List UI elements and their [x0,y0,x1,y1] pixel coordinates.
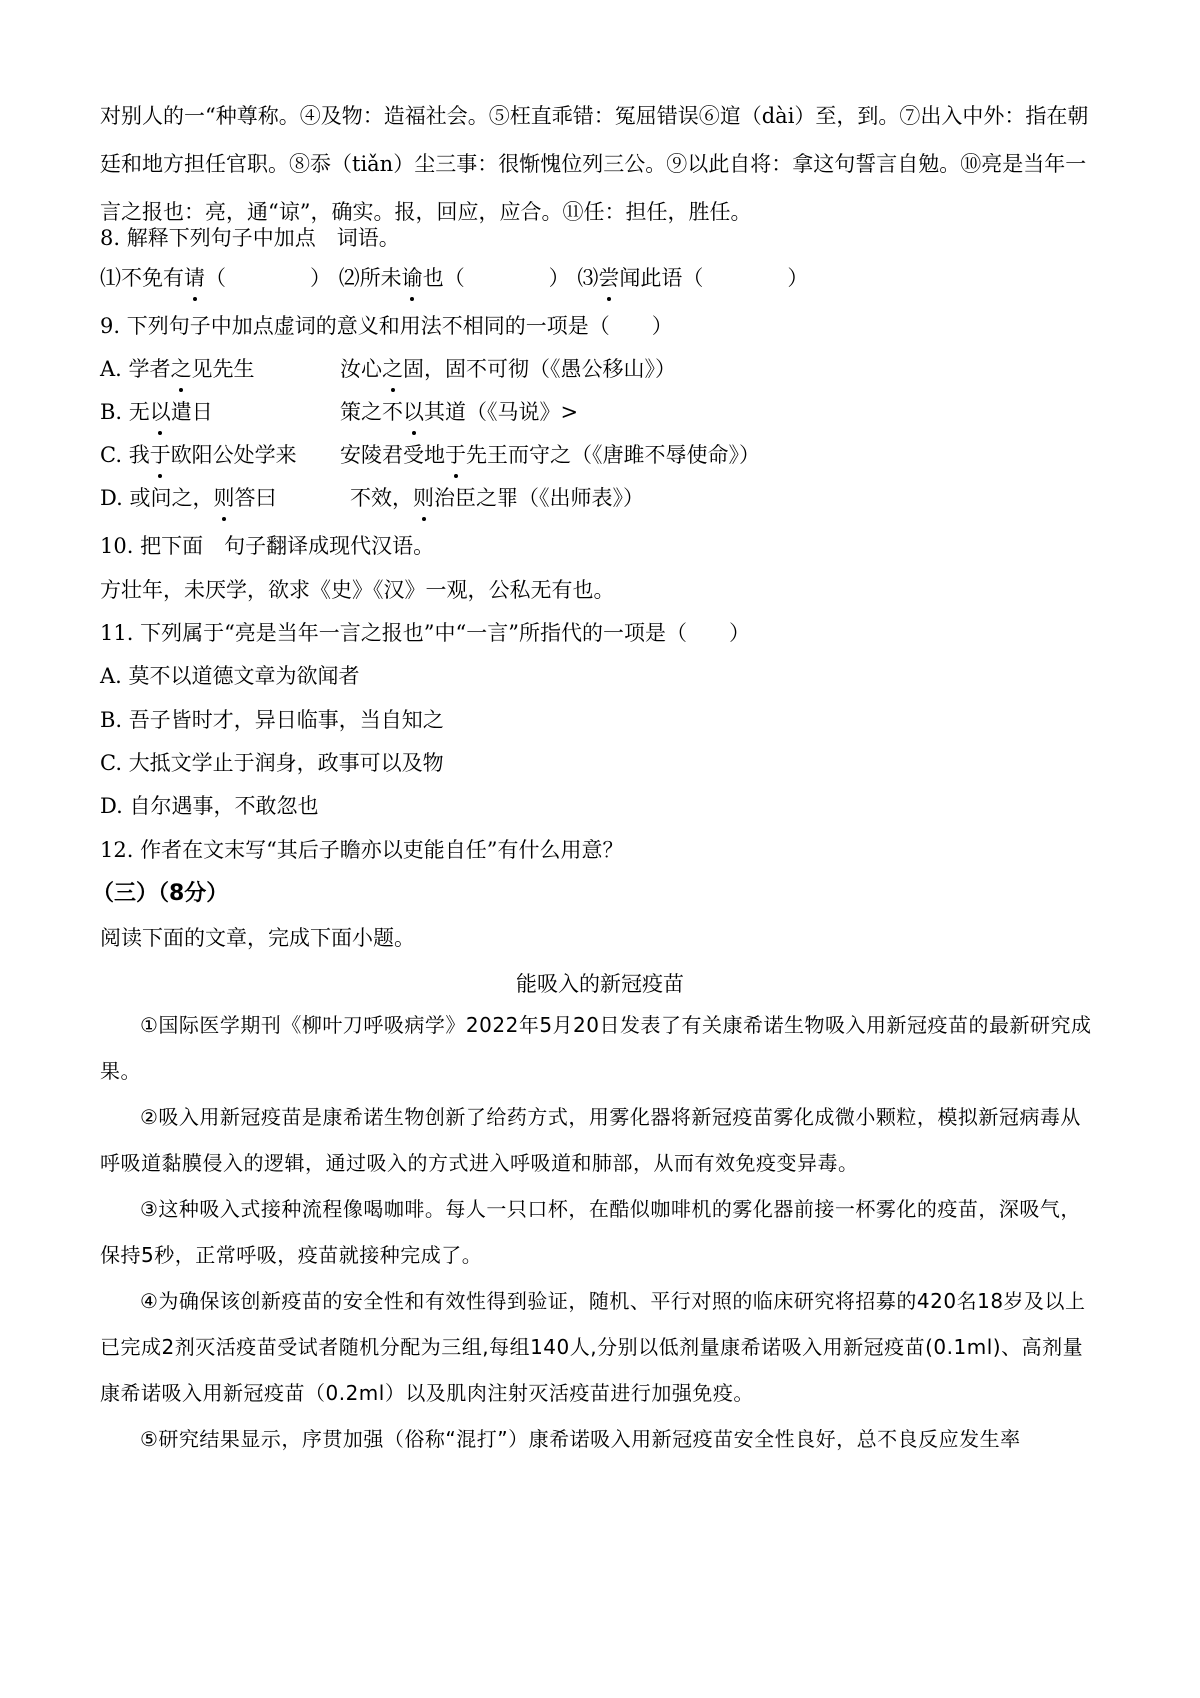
dotted-char: 谕 [402,262,423,292]
section-heading: （三）（8分） [92,881,229,906]
dotted-char: 尝 [598,262,619,292]
q11-option-a: A. 莫不以道德文章为欲闻者 [100,664,360,688]
question-8-items [100,262,808,292]
dotted-char: 之 [171,353,192,383]
footnotes-paragraph: 对别人的一“种尊称。④及物：造福社会。⑤枉直乖错：冤屈错误⑥逭（dài）至，到。⑦出入中外：指在朝廷和地方担任官职。⑧忝（tiǎn）尘三事：很惭愧位列三公。⑨以此自将：拿这句誓言自勉。⑩亮是当年一言之报也：亮，通“谅”，确实。报，回应，应合。⑪任：担任，胜任。 [100,104,1089,224]
dotted-char: 请 [184,262,205,292]
dotted-char: 则 [413,482,434,512]
article-paragraph-2: ②吸入用新冠疫苗是康希诺生物创新了给药方式，用雾化器将新冠疫苗雾化成微小颗粒，模拟新冠病毒从呼吸道黏膜侵入的逻辑，通过吸入的方式进入呼吸道和肺部，从而有效免疫变异毒。 [100,1105,1081,1175]
section-instruction: 阅读下面的文章，完成下面小题。 [100,926,415,950]
q8-item-1: ⑴不免有请（ ） [100,262,332,292]
q8-item-3: ⑶尝闻此语（ ） [577,262,808,292]
dotted-char: 以 [150,396,171,426]
dotted-char: 于 [445,439,466,469]
dotted-char: 之 [382,353,403,383]
dotted-char: 则 [213,482,234,512]
question-11-stem: 11. 下列属于“亮是当年一言之报也”中“一言”所指代的一项是（ ） [100,621,751,645]
article-paragraph-5: ⑤研究结果显示，序贯加强（俗称“混打”）康希诺吸入用新冠疫苗安全性良好，总不良反应发生率 [140,1427,1021,1451]
question-8-stem: 8. 解释下列句子中加点 词语。 [100,226,400,250]
q9-option-c: C. 我于欧阳公处学来 安陵君受地于先王而守之（《唐雎不辱使命》） [100,439,760,469]
article-paragraph-3: ③这种吸入式接种流程像喝咖啡。每人一只口杯，在酷似咖啡机的雾化器前接一杯雾化的疫苗，深吸气，保持5秒，正常呼吸，疫苗就接种完成了。 [100,1197,1081,1267]
article-paragraph-4: ④为确保该创新疫苗的安全性和有效性得到验证，随机、平行对照的临床研究将招募的420名18岁及以上已完成2剂灭活疫苗受试者随机分配为三组,每组140人,分别以低剂量康希诺吸入用新冠疫苗(0.1ml)、高剂量康希诺吸入用新冠疫苗（0.2ml）以及肌肉注射灭活疫苗进行加强免疫。 [100,1289,1086,1405]
question-10-stem: 10. 把下面 句子翻译成现代汉语。 [100,534,435,558]
q11-option-d: D. 自尔遇事，不敢忽也 [100,794,319,818]
article-paragraph-1: ①国际医学期刊《柳叶刀呼吸病学》2022年5月20日发表了有关康希诺生物吸入用新冠疫苗的最新研究成果。 [100,1013,1092,1083]
dotted-char: 以 [403,396,424,426]
q8-item-2: ⑵所未谕也（ ） [339,262,571,292]
q11-option-c: C. 大抵文学止于润身，政事可以及物 [100,751,444,775]
article-title: 能吸入的新冠疫苗 [516,972,684,996]
q9-option-d: D. 或问之，则答曰 不效，则治臣之罪（《出师表》） [100,482,644,512]
question-10-sentence: 方壮年，未厌学，欲求《史》《汉》一观，公私无有也。 [100,578,615,602]
q9-option-a: A. 学者之见先生 汝心之固，固不可彻（《愚公移山》） [100,353,676,383]
dotted-char: 于 [150,439,171,469]
q11-option-b: B. 吾子皆时才，异日临事，当自知之 [100,708,444,732]
question-12-stem: 12. 作者在文末写“其后子瞻亦以吏能自任”有什么用意？ [100,838,624,862]
q9-option-b: B. 无以遣日 策之不以其道（《马说》> [100,396,578,426]
question-9-stem: 9. 下列句子中加点虚词的意义和用法不相同的一项是（ ） [100,314,673,338]
